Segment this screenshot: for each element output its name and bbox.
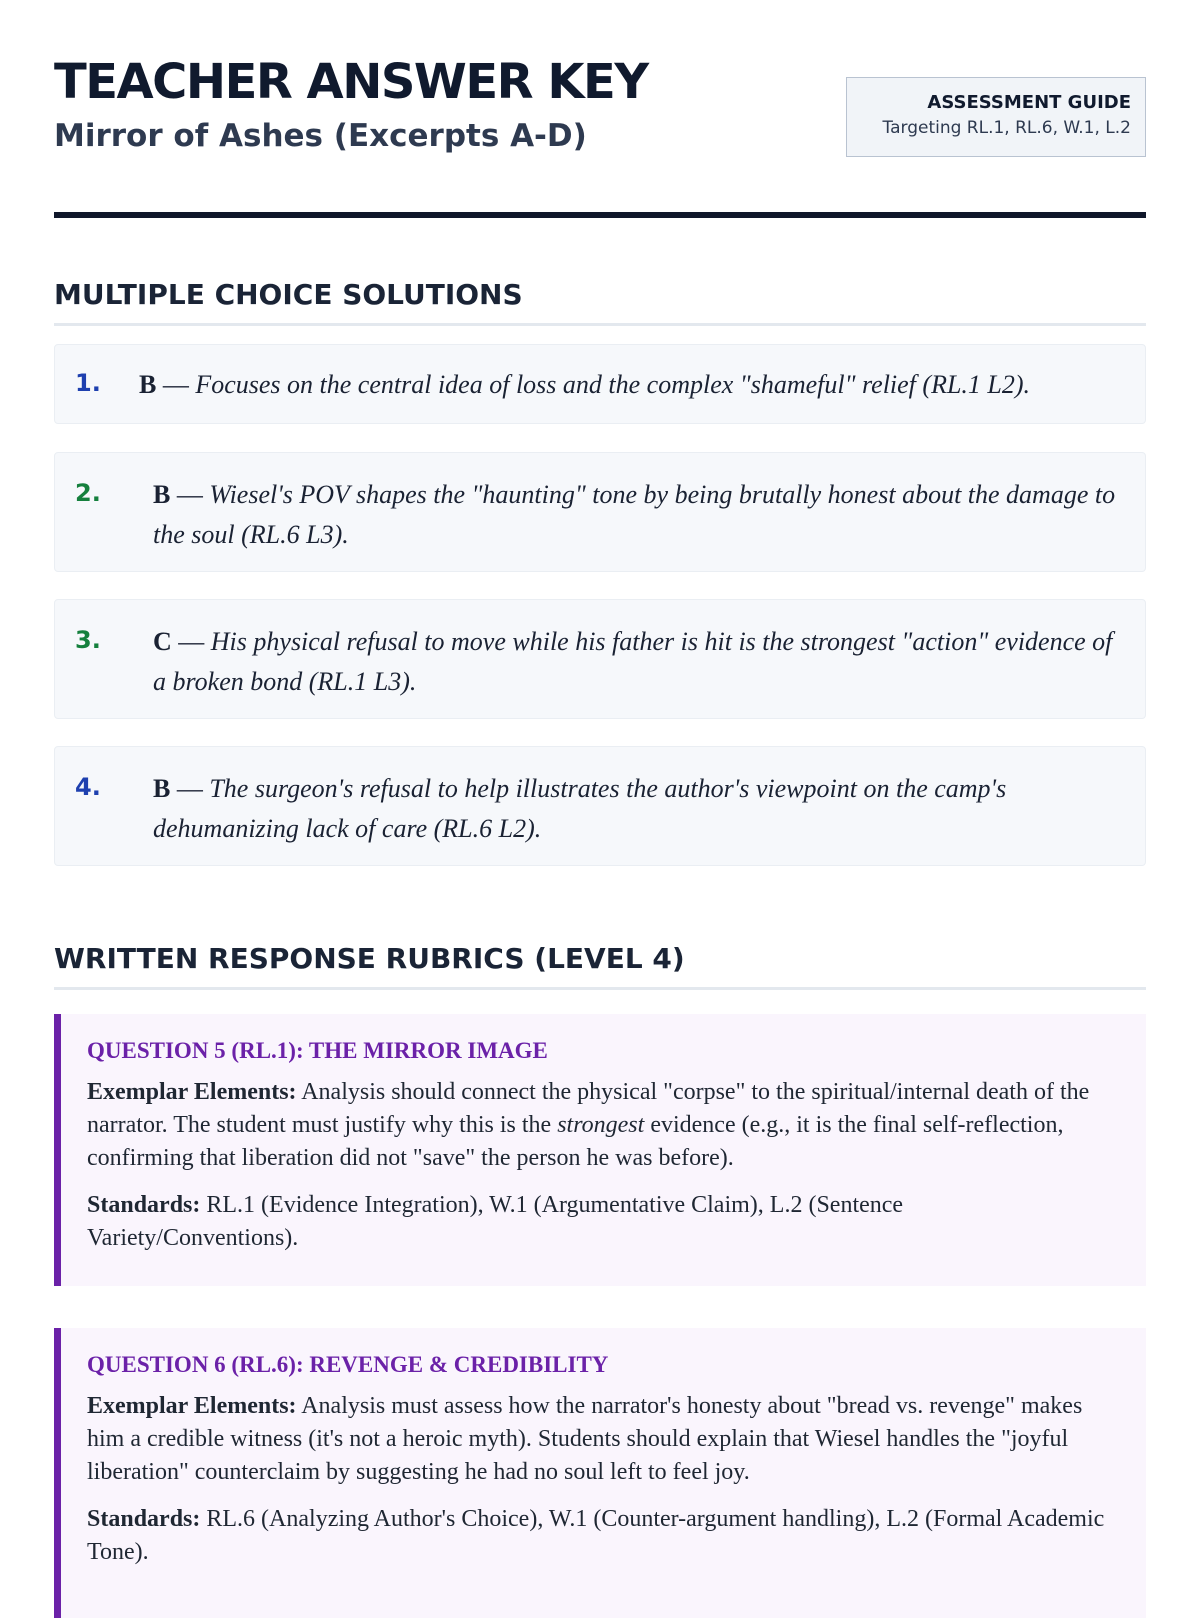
mc-item-number: 2. [75, 479, 101, 507]
rubric-title: QUESTION 6 (RL.6): REVENGE & CREDIBILITY [87, 1352, 609, 1377]
exemplar-text: Analysis must assess how the narrator's honesty about "bread vs. revenge" makes him a credible witness (it's not a heroic myth). Students should explain that Wiesel handles the "joyful liberation" counterclaim by suggesting he had no soul left to feel joy. [87, 1393, 1083, 1485]
exemplar-label: Exemplar Elements: [87, 1393, 297, 1419]
mc-answer-explanation: The surgeon's refusal to help illustrates the author's viewpoint on the camp's dehumanizing lack of care (RL.6 L2). [153, 774, 1007, 843]
assessment-guide-subtitle: Targeting RL.1, RL.6, W.1, L.2 [882, 118, 1131, 138]
mc-item-number: 3. [75, 626, 101, 654]
mc-item-number: 4. [75, 773, 101, 801]
standards-label: Standards: [87, 1506, 201, 1532]
rubric-standards [87, 1189, 1116, 1255]
mc-item-4 [54, 746, 1146, 866]
mc-item-answer [153, 475, 1125, 555]
wr-section-heading: WRITTEN RESPONSE RUBRICS (LEVEL 4) [54, 942, 1146, 990]
header-divider [54, 212, 1146, 218]
mc-answer-dash: — [156, 370, 196, 399]
mc-item-answer [153, 622, 1125, 702]
assessment-guide-title: ASSESSMENT GUIDE [927, 92, 1131, 113]
exemplar-text: Analysis should connect the physical "corpse" to the spiritual/internal death of the narrator. The student must justify why this is the [87, 1079, 1090, 1138]
mc-answer-letter: B [153, 480, 171, 509]
rubric-exemplar [87, 1076, 1116, 1175]
exemplar-label: Exemplar Elements: [87, 1079, 297, 1105]
rubric-question-5 [54, 1014, 1146, 1286]
rubric-question-6 [54, 1328, 1146, 1618]
mc-item-answer [139, 365, 1125, 405]
mc-answer-dash: — [171, 627, 211, 656]
rubric-standards [87, 1503, 1116, 1569]
mc-item-1 [54, 344, 1146, 424]
rubric-title: QUESTION 5 (RL.1): THE MIRROR IMAGE [87, 1038, 548, 1063]
mc-answer-letter: B [139, 370, 157, 399]
mc-section-heading: MULTIPLE CHOICE SOLUTIONS [54, 278, 1146, 326]
rubric-exemplar [87, 1390, 1116, 1489]
mc-item-number: 1. [75, 369, 101, 397]
mc-item-2 [54, 452, 1146, 572]
mc-answer-letter: B [153, 774, 171, 803]
mc-item-answer [153, 769, 1125, 849]
mc-answer-explanation: Focuses on the central idea of loss and the complex "shameful" relief (RL.1 L2). [195, 370, 1031, 399]
mc-answer-dash: — [170, 480, 210, 509]
standards-text: RL.1 (Evidence Integration), W.1 (Argumentative Claim), L.2 (Sentence Variety/Conventions). [87, 1192, 904, 1251]
standards-label: Standards: [87, 1192, 201, 1218]
answer-key-page [54, 0, 1146, 1565]
mc-answer-dash: — [170, 774, 210, 803]
standards-text: RL.6 (Analyzing Author's Choice), W.1 (Counter-argument handling), L.2 (Formal Academic Tone). [87, 1506, 1105, 1565]
exemplar-emphasis: strongest [557, 1112, 645, 1138]
mc-item-3 [54, 599, 1146, 719]
mc-answer-explanation: His physical refusal to move while his father is hit is the strongest "action" evidence of a broken bond (RL.1 L3). [153, 627, 1113, 696]
mc-answer-explanation: Wiesel's POV shapes the "haunting" tone by being brutally honest about the damage to the soul (RL.6 L3). [153, 480, 1116, 549]
page-header [54, 0, 1146, 222]
exemplar-text-end: evidence (e.g., it is the final self-reflection, confirming that liberation did not "save" the person he was before). [87, 1112, 1064, 1171]
assessment-guide-box [846, 77, 1146, 157]
page-subtitle: Mirror of Ashes (Excerpts A-D) [54, 118, 587, 154]
page-title: TEACHER ANSWER KEY [54, 54, 648, 110]
mc-answer-letter: C [153, 627, 172, 656]
